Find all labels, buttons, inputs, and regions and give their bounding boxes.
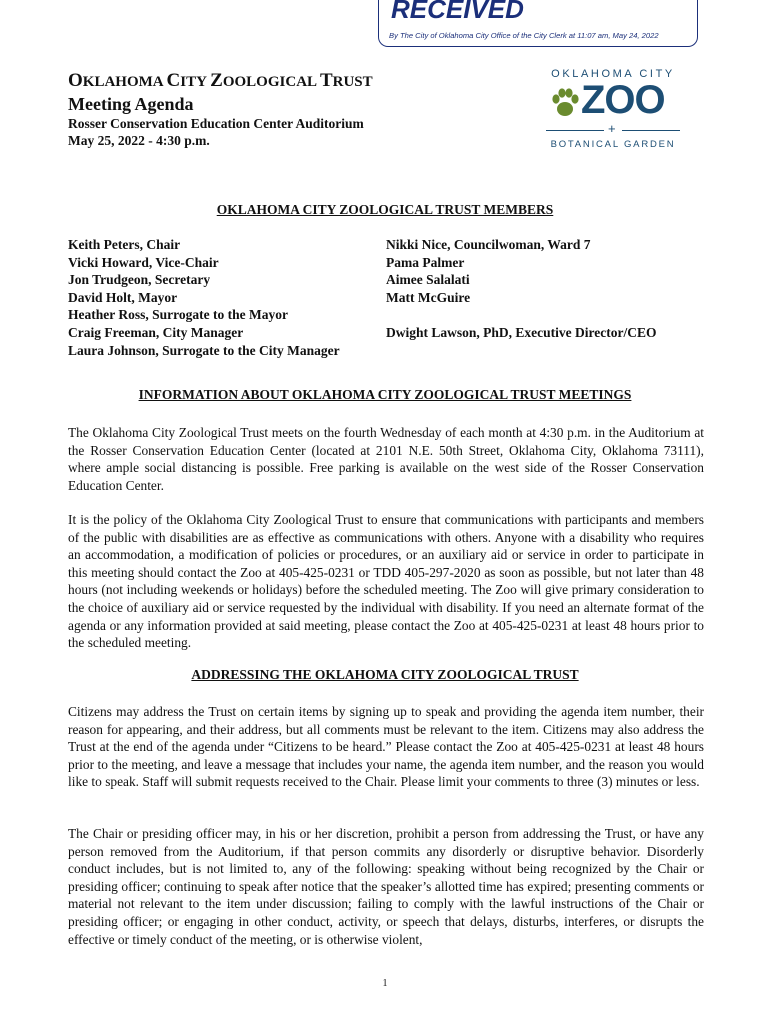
org-title-z: Z bbox=[210, 70, 223, 91]
stamp-text: By The City of Oklahoma City Office of the City Clerk at 11:07 am, May 24, 2022 bbox=[389, 31, 659, 40]
org-title-oological: OOLOGICAL bbox=[222, 74, 320, 90]
member-name: Craig Freeman, City Manager bbox=[68, 324, 244, 340]
member-name: Dwight Lawson, PhD, Executive Director/CEO bbox=[386, 324, 657, 340]
org-title bbox=[68, 70, 373, 92]
members-left-column bbox=[68, 236, 340, 359]
received-stamp bbox=[378, 0, 698, 47]
logo-plus: + bbox=[608, 121, 616, 136]
meeting-datetime: May 25, 2022 - 4:30 p.m. bbox=[68, 133, 210, 148]
spacer bbox=[386, 306, 656, 324]
logo-top-text: OKLAHOMA CITY bbox=[551, 68, 675, 80]
logo-rule-left bbox=[546, 130, 604, 131]
info-heading: INFORMATION ABOUT OKLAHOMA CITY ZOOLOGICAL TRUST MEETINGS bbox=[138, 387, 632, 402]
member-name: Keith Peters, Chair bbox=[68, 237, 181, 252]
org-title-ity: ITY bbox=[180, 74, 211, 90]
addressing-heading: ADDRESSING THE OKLAHOMA CITY ZOOLOGICAL TRUST bbox=[191, 667, 579, 682]
member-name: Vicki Howard, Vice-Chair bbox=[68, 254, 219, 270]
org-title-t: T bbox=[319, 70, 333, 91]
addressing-paragraph-1: Citizens may address the Trust on certain items by signing up to speak and providing the agenda item number, their reason for appearing, and their address, but all comments must be relevant to the item. Citizens may also address the Trust at the end of the agenda under “Citizens to be heard.” Please contact the Zoo at 405-425-0231 at least 48 hours prior to the meeting, and leave a message that includes your name, the agenda item number, and the reason you would like to speak. Staff will submit requests received to the Chair. Please limit your comments to three (3) minutes or less. bbox=[68, 704, 704, 790]
page-title: Meeting Agenda bbox=[68, 94, 194, 114]
zoo-logo bbox=[546, 68, 680, 154]
member-name: Jon Trudgeon, Secretary bbox=[68, 272, 211, 288]
page-number: 1 bbox=[382, 978, 388, 989]
info-paragraph-2: It is the policy of the Oklahoma City Zoological Trust to ensure that communications with participants and members of the public with disabilities are as effective as communications with others. Anyone with a disability who requires an accommodation, a modification of policies or procedures, or an auxiliary aid or service in order to participate in this meeting should contact the Zoo at 405-425-0231 or TDD 405-297-2020 as soon as possible, but not later than 48 hours (not including weekends or holidays) before the scheduled meeting. The Zoo will give primary consideration to the choice of auxiliary aid or service requested by the individual with disability. If you need an alternate format of the agenda or any information provided at said meeting, please contact the Zoo at 405-425-0231 at least 48 hours prior to the scheduled meeting. bbox=[68, 512, 704, 651]
member-name: Nikki Nice, Councilwoman, Ward 7 bbox=[386, 237, 591, 252]
logo-bottom-text: BOTANICAL GARDEN bbox=[550, 139, 676, 150]
members-heading: OKLAHOMA CITY ZOOLOGICAL TRUST MEMBERS bbox=[216, 202, 554, 217]
addressing-paragraph-2: The Chair or presiding officer may, in his or her discretion, prohibit a person from addressing the Trust, or have any person removed from the Auditorium, if that person commits any disorderly or disruptive behavior. Disorderly conduct includes, but is not limited to, any of the following: speaking without being recognized by the Chair or presiding officer; continuing to speak after notice that the speaker’s allotted time has expired; presenting comments or material not relevant to the item under discussion; failing to comply with the lawful instructions of the Chair or presiding officer; or engaging in other conduct, activity, or speech that delays, disturbs, interferes, or disrupts the effective or timely conduct of the meeting, or is otherwise violent, bbox=[68, 826, 704, 947]
org-title-o: O bbox=[68, 70, 83, 91]
members-right-column bbox=[386, 236, 656, 342]
logo-rule-right bbox=[622, 130, 680, 131]
org-title-rust: RUST bbox=[332, 74, 373, 90]
paw-icon bbox=[550, 87, 580, 119]
member-name: Laura Johnson, Surrogate to the City Manager bbox=[68, 342, 340, 358]
stamp-title: RECEIVED bbox=[391, 0, 524, 24]
member-name: Heather Ross, Surrogate to the Mayor bbox=[68, 307, 288, 323]
org-title-klahoma: KLAHOMA bbox=[82, 74, 167, 90]
member-name: Aimee Salalati bbox=[386, 272, 470, 288]
info-paragraph-1: The Oklahoma City Zoological Trust meets on the fourth Wednesday of each month at 4:30 p.m. in the Auditorium at the Rosser Conservation Education Center (located at 2101 N.E. 50th Street, Oklahoma City, Oklahoma 73111), where ample social distancing is possible. Free parking is available on the west side of the Rosser Conservation Education Center. bbox=[68, 425, 704, 493]
member-name: Pama Palmer bbox=[386, 254, 465, 270]
meeting-location: Rosser Conservation Education Center Auditorium bbox=[68, 116, 364, 131]
member-name: Matt McGuire bbox=[386, 289, 471, 305]
org-title-c: C bbox=[166, 70, 181, 91]
logo-word: ZOO bbox=[581, 78, 665, 122]
member-name: David Holt, Mayor bbox=[68, 289, 178, 305]
